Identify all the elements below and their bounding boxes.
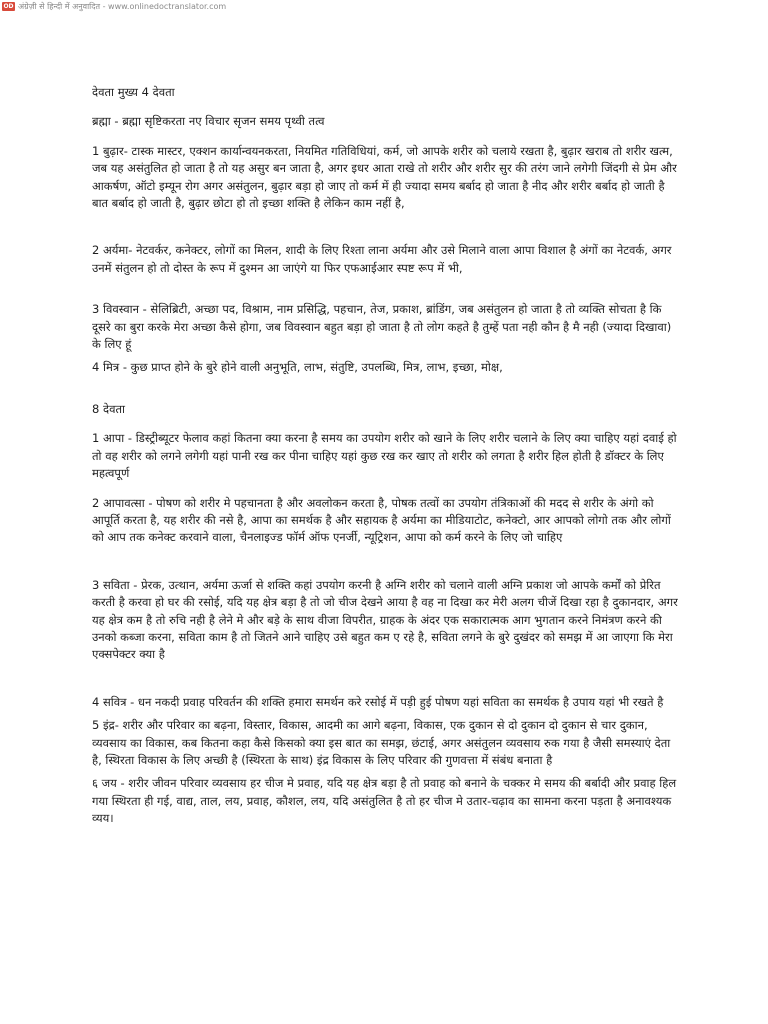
paragraph-jaya: ६ जय - शरीर जीवन परिवार व्यवसाय हर चीज मे प्रवाह, यदि यह क्षेत्र बड़ा है तो प्रवाह को बनाने के चक्कर मे समय की बर्बादी और प्रवाह हिल गया स्थिरता ही गई, वाद्य, ताल, लय, प्रवाह, कौशल, लय, यदि असंतुलित है तो हर चीज मे उतार-चढ़ाव का सामना करना पड़ता है अनावश्यक व्यय। xyxy=(92,776,677,826)
translator-watermark[interactable] xyxy=(2,0,226,13)
paragraph-budhar: 1 बुढ़ार- टास्क मास्टर, एक्शन कार्यान्वयनकरता, नियमित गतिविधियां, कर्म, जो आपके शरीर को चलाये रखता है, बुढ़ार खराब तो शरीर खत्म, जब यह असंतुलित हो जाता है तो यह असुर बन जाता है, अगर इधर आता राखे तो शरीर और शरीर सुर की तरंग जाने लगेगी जिंदगी से प्रेम और आकर्षण, ऑटो इम्यून रोग अगर असंतुलन, बुढ़ार बड़ा हो जाए तो कर्म में ही ज्यादा समय बर्बाद हो जाता है नीद और शरीर बर्बाद हो जाती है बात बर्बाद हो जाती है, बुढ़ार छोटा हो तो इच्छा शक्ति है लेकिन काम नहीं है, xyxy=(92,143,677,211)
heading-eight-deities: 8 देवता xyxy=(92,401,126,416)
paragraph-aryama: 2 अर्यमा- नेटवर्कर, कनेक्टर, लोगों का मिलन, शादी के लिए रिश्ता लाना अर्यमा और उसे मिलाने वाला आपा विशाल है अंगों का नेटवर्क, अगर उनमें संतुलन हो तो दोस्त के रूप में दुश्मन आ जाएंगे या फिर एफआईआर स्पष्ट रूप में भी, xyxy=(92,243,672,275)
document-body xyxy=(92,84,678,828)
paragraph-vivaswan: 3 विवस्वान - सेलिब्रिटी, अच्छा पद, विश्राम, नाम प्रसिद्धि, पहचान, तेज, प्रकाश, ब्रांडिंग, जब असंतुलन हो जाता है तो व्यक्ति सोचता है कि दूसरे का बुरा करके मेरा अच्छा कैसे होगा, जब विवस्वान बहुत बड़ा हो जाता है तो लोग कहते है तुम्हें पता नही कौन है मै नही (ज्यादा दिखावा) के लिए हूं xyxy=(92,302,672,352)
paragraph-aapa: 1 आपा - डिस्ट्रीब्यूटर फेलाव कहां कितना क्या करना है समय का उपयोग शरीर को खाने के लिए शरीर चलाने के लिए क्या चाहिए यहां दवाई हो तो वह शरीर को लगने लगेगी यहां पानी रख कर पीना चाहिए यहां कुछ रख कर खाए तो शरीर को लगता है शरीर हिल होती है डॉक्टर के लिए महत्वपूर्ण xyxy=(92,431,677,481)
paragraph-mitra: 4 मित्र - कुछ प्राप्त होने के बुरे होने वाली अनुभूति, लाभ, संतुष्टि, उपलब्धि, मित्र, लाभ, इच्छा, मोक्ष, xyxy=(92,360,503,375)
watermark-text: अंग्रेज़ी से हिन्दी में अनुवादित - www.onlinedoctranslator.com xyxy=(18,2,227,11)
paragraph-savita: 3 सविता - प्रेरक, उत्थान, अर्यमा ऊर्जा से शक्ति कहां उपयोग करनी है अग्नि शरीर को चलाने वाली अग्नि प्रकाश जो आपके कर्मों को प्रेरित करती है करवा हो घर की रसोई, यदि यह क्षेत्र बड़ा है तो जो चीज देखने आया है वह ना दिखा कर मेरी अलग चीजें दिखा रहा है दुकानदार, अगर यह क्षेत्र कम है तो रुचि नही है लेने मे और बड़े के साथ वीजा विपरीत, ग्राहक के अंदर एक सकारात्मक आग भुगतान करने निमंत्रण करने की उनको कब्जा करना, सविता काम है तो जितने आने चाहिए उसे बहुत कम ए रहे है, सविता लगने के बुरे दुखंदर को समझ में आ जाएगा कि मेरा एक्सपेक्टर क्या है xyxy=(92,577,678,662)
translator-logo-icon: OD xyxy=(3,2,14,10)
paragraph-brahma: ब्रह्मा - ब्रह्मा सृष्टिकरता नए विचार सृजन समय पृथ्वी तत्व xyxy=(92,114,325,129)
paragraph-savitra: 4 सवित्र - धन नकदी प्रवाह परिवर्तन की शक्ति हमारा समर्थन करे रसोई में पड़ी हुई पोषण यहां सविता का समर्थक है उपाय यहां भी रखते है xyxy=(92,694,664,709)
paragraph-indra: 5 इंद्र- शरीर और परिवार का बढ़ना, विस्तार, विकास, आदमी का आगे बढ़ना, विकास, एक दुकान से दो दुकान दो दुकान से चार दुकान, व्यवसाय का विकास, कब कितना कहा कैसे किसको क्या इस बात का समझ, छंटाई, अगर असंतुलन व्यवसाय रुक गया है जैसी समस्याएं देता है, स्थिरता विकास के लिए अच्छी है (स्थिरता के साथ) इंद्र विकास के लिए परिवार की गुणवत्ता में संबंध बनाता है xyxy=(92,718,671,767)
paragraph-aapavatsa: 2 आपावत्सा - पोषण को शरीर मे पहचानता है और अवलोकन करता है, पोषक तत्वों का उपयोग तंत्रिकाओं की मदद से शरीर के अंगो को आपूर्ति करता है, यह शरीर की नसे है, आपा का समर्थक है और सहायक है अर्यमा का मीडियाटोट, कनेक्टो, आर आपको लोगो तक और लोगों को आप तक कनेक्ट करवाने वाला, चैनलाइज्ड फॉर्म ऑफ एनर्जी, न्यूट्रिशन, आपा को कर्म करने के लिए जो चाहिए xyxy=(92,495,671,545)
heading-main-deities: देवता मुख्य 4 देवता xyxy=(92,85,175,99)
